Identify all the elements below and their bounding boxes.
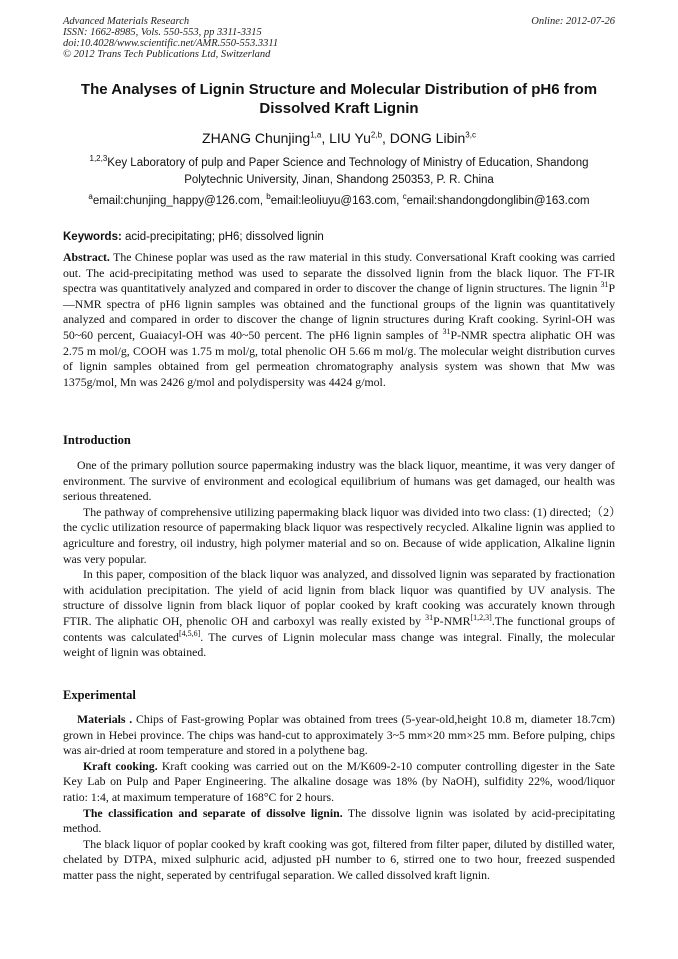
journal-issn: ISSN: 1662-8985, Vols. 550-553, pp 3311-3315 [63,27,262,38]
affiliation-sup: 1,2,3 [89,154,108,164]
keywords-label: Keywords: [63,231,122,243]
abstract-text: P-NMR spectra aliphatic OH was 2.75 m mol/g, COOH was 1.75 m mol/g, total phenolic OH 5.66 m mol/g. The molecular weight distribution curves of lignin samples obtained from gel permeation chromatography analysis system was shown that Mw was 1375g/mol, Mn was 2426 g/mol and polydispersity was 4424 g/mol. [63,327,615,389]
citation[interactable]: [1,2,3] [470,613,492,623]
journal-header [63,16,278,60]
paragraph: Materials . Chips of Fast-growing Poplar was obtained from trees (5-year-old,height 10.8 m, diameter 18.7cm) grown in Hebei province. The chips was hand-cut to approximately 3~5 mm×20 mm×25 mm. Before pulping, chips was air-dried at room temperature and stored in a polythene bag. [63,712,615,758]
subheading-kraft: Kraft cooking. [83,758,158,773]
journal-doi: doi:10.4028/www.scientific.net/AMR.550-553.3311 [63,38,279,49]
paragraph: In this paper, composition of the black liquor was analyzed, and dissolved lignin was separated by fractionation with acidulation precipitation. The yield of acid lignin from black liquor was quantified by UV analysis. The structure of dissolve lignin from black liquor of poplar cooked by kraft cooking was accurately known through FTIR. The aliphatic OH, phenolic OH and carboxyl was really existed by $^{31}$P-NMR[1,2,3].The functional groups of contents was calculated[4,5,6]. The curves of Lignin molecular mass change was integral. Finally, the molecular weight of lignin was obtained. [63,567,616,660]
author-sup: 1,a [310,130,322,140]
email-link[interactable]: email:leoliuyu@163.com, [270,195,400,207]
citation[interactable]: [4,5,6] [178,628,201,638]
email-link[interactable]: email:shandongdonglibin@163.com [406,195,590,207]
author-name: ZHANG Chunjing [202,130,311,146]
isotope-sup: 31 [600,280,609,290]
abstract-text: The Chinese poplar was used as the raw material in this study. Conversational Kraft cooking was carried out. The acid-precipitating method was used to separate the dissolved lignin from the black liquor. The FT-IR spectra was quantitatively analyzed and compared in order to discover the change of lignin structures. The lignin [63,250,615,296]
section-heading-introduction: Introduction [63,433,131,447]
introduction-body [63,458,615,661]
author-name: DONG Libin [389,130,466,146]
abstract-label: Abstract. [63,250,110,264]
abstract-text: P—NMR spectra of pH6 lignin samples was obtained and the functional groups of the lignin was quantitatively analyzed and compared in order to discover the change of lignin structures during Kraft cooking. Syrinl-OH was 50~60 percent, Guaiacyl-OH was 40~50 percent. The pH6 lignin samples of [63,281,615,342]
email-sup: b [266,192,271,202]
author-sup: 3,c [465,130,476,140]
journal-copyright: © 2012 Trans Tech Publications Ltd, Switzerland [63,49,271,60]
keywords [63,230,615,244]
subheading-materials: Materials . [77,712,133,726]
paragraph: Kraft cooking. Kraft cooking was carried out on the M/K609-2-10 computer controlling digester in the Sate Key Lab on Pulp and Paper Engineering. The alkaline dosage was 18% (by NaOH), sulfidity 22%, wood/liquor ratio: 1:4, at maximum temperature of 168°C for 2 hours. [63,758,616,804]
author-emails [63,194,615,208]
subheading-classification: The classification and separate of dissolve lignin. [83,805,343,820]
isotope-sup: 31 [425,613,434,623]
email-link[interactable]: email:chunjing_happy@126.com, [92,195,264,207]
experimental-body [63,712,615,884]
paragraph: The black liquor of poplar cooked by kraft cooking was got, filtered from filter paper, diluted by distilled water, chelated by DTPA, mixed sulphuric acid, adjusted pH number to 6, stirred one to two hour, freezed suspended matter pass the night, seperated by centrifugal separation. We called dissolved kraft lignin. [63,836,615,882]
email-sup: a [88,192,93,202]
online-date: Online: 2012-07-26 [531,16,615,27]
author-sup: 2,b [370,130,383,140]
paragraph: The pathway of comprehensive utilizing papermaking black liquor was divided into two class: (1) directed;（2）the cyclic utilization resource of papermaking black liquor was respectively recycled. Alkaline lignin was applied to agriculture and forestry, oil industry, high polymer material and so on. Because of wide application, Alkaline lignin was very popular. [63,504,615,566]
paper-title: The Analyses of Lignin Structure and Molecular Distribution of pH6 from Dissolved Kraft Lignin [80,81,598,117]
paragraph: One of the primary pollution source papermaking industry was the black liquor, meantime, it was very danger of environment. The survive of environment and ecological equilibrium of humans was get damaged, our health was serious threatened. [63,458,615,504]
isotope-sup: 31 [442,327,451,337]
abstract [63,250,615,390]
affiliation-text: Key Laboratory of pulp and Paper Science and Technology of Ministry of Education, Shandong Polytechnic University, Jinan, Shandong 250353, P. R. China [107,157,589,186]
email-sup: c [402,192,407,202]
affiliation [63,155,615,189]
author-list: ZHANG Chunjing$^{1,a}$, LIU Yu$^{2,b}$, DONG Libin$^{3,c}$ [202,130,476,146]
paragraph: The classification and separate of dissolve lignin. The dissolve lignin was isolated by acid-precipitating method. [63,805,615,836]
keywords-text: acid-precipitating; pH6; dissolved lignin [125,231,324,243]
section-heading-experimental: Experimental [63,688,136,702]
author-name: LIU Yu [329,130,371,146]
journal-name: Advanced Materials Research [63,16,190,27]
